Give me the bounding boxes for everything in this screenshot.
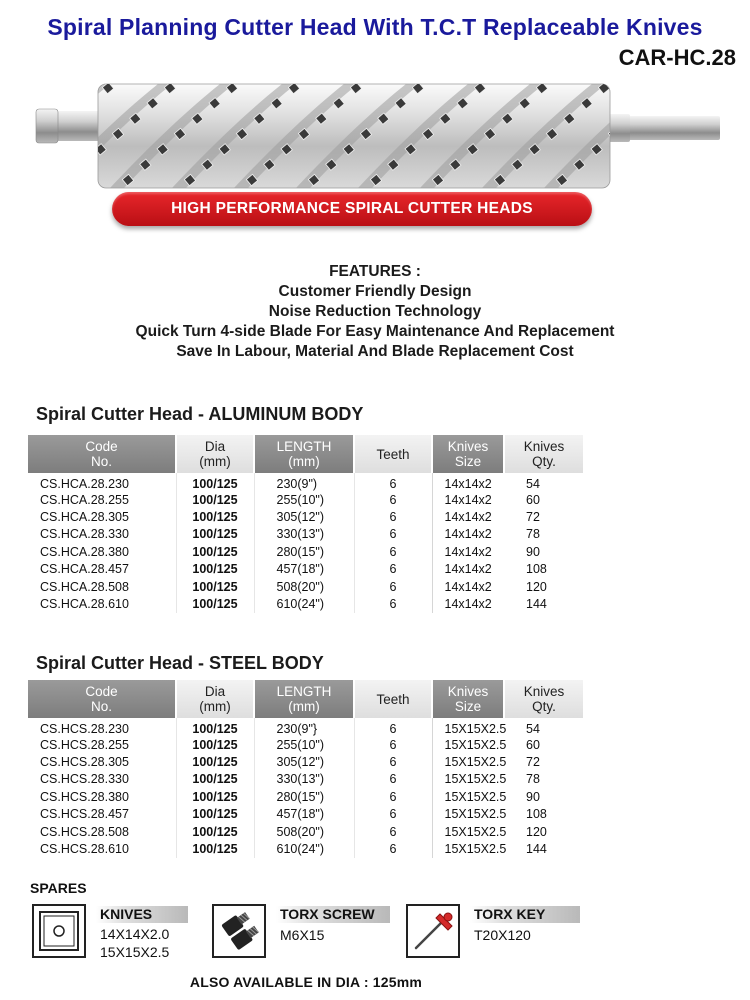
code-cell: CS.HCA.28.610 <box>28 595 176 612</box>
length-cell: 305(12") <box>254 508 354 525</box>
teeth-cell: 6 <box>354 753 432 770</box>
teeth-cell: 6 <box>354 736 432 753</box>
knives-size-cell: 15X15X2.5 <box>444 842 507 857</box>
feature-item: Quick Turn 4-side Blade For Easy Maintenance And Replacement <box>135 323 615 340</box>
length-cell: 280(15") <box>254 543 354 560</box>
knives-size-cell: 14x14x2 <box>444 544 492 559</box>
feature-item: Noise Reduction Technology <box>268 303 482 320</box>
teeth-cell: 6 <box>354 491 432 508</box>
knives-qty-cell: 60 <box>526 492 540 507</box>
length-cell: 610(24") <box>254 840 354 857</box>
length-cell: 610(24") <box>254 595 354 612</box>
length-cell: 230(9") <box>254 473 354 491</box>
col-dia: Dia (mm) <box>176 435 254 473</box>
dia-cell: 100/125 <box>176 788 254 805</box>
table-header-row <box>28 435 583 473</box>
aluminum-table-title: Spiral Cutter Head - ALUMINUM BODY <box>36 404 364 424</box>
dia-cell: 100/125 <box>176 718 254 736</box>
code-cell: CS.HCA.28.508 <box>28 578 176 595</box>
torx-key-icon <box>406 904 460 958</box>
table-row <box>28 771 583 788</box>
teeth-cell: 6 <box>354 561 432 578</box>
knives-size-cell: 15X15X2.5 <box>444 755 507 770</box>
code-cell: CS.HCS.28.380 <box>28 788 176 805</box>
dia-cell: 100/125 <box>176 840 254 857</box>
page-title: Spiral Planning Cutter Head With T.C.T Replaceable Knives <box>47 14 703 40</box>
dia-cell: 100/125 <box>176 736 254 753</box>
code-cell: CS.HCA.28.255 <box>28 491 176 508</box>
code-cell: CS.HCA.28.380 <box>28 543 176 560</box>
table-row <box>28 491 583 508</box>
feature-item: Save In Labour, Material And Blade Replacement Cost <box>176 343 574 360</box>
dia-cell: 100/125 <box>176 806 254 823</box>
code-cell: CS.HCS.28.305 <box>28 753 176 770</box>
dia-cell: 100/125 <box>176 771 254 788</box>
knives-qty-cell: 120 <box>526 824 547 839</box>
teeth-cell: 6 <box>354 840 432 857</box>
steel-spec-table <box>28 680 583 858</box>
knives-size-cell: 14x14x2 <box>444 597 492 612</box>
length-cell: 280(15") <box>254 788 354 805</box>
table-row <box>28 823 583 840</box>
knives-size-cell: 14x14x2 <box>444 579 492 594</box>
length-cell: 330(13") <box>254 771 354 788</box>
code-cell: CS.HCA.28.457 <box>28 561 176 578</box>
knives-qty-cell: 90 <box>526 544 540 559</box>
spare-value: 15X15X2.5 <box>100 944 170 960</box>
length-cell: 255(10") <box>254 736 354 753</box>
col-knives-qty: Knives Qty. <box>504 680 583 718</box>
length-cell: 330(13") <box>254 526 354 543</box>
table-row <box>28 753 583 770</box>
table-header-row <box>28 680 583 718</box>
teeth-cell: 6 <box>354 543 432 560</box>
knives-size-cell: 15X15X2.5 <box>444 824 507 839</box>
table-row <box>28 543 583 560</box>
performance-banner: HIGH PERFORMANCE SPIRAL CUTTER HEADS <box>112 192 592 226</box>
teeth-cell: 6 <box>354 771 432 788</box>
code-cell: CS.HCS.28.230 <box>28 718 176 736</box>
spare-value: T20X120 <box>474 927 531 943</box>
spare-name-knives: KNIVES <box>96 906 188 923</box>
length-cell: 230(9"} <box>254 718 354 736</box>
knives-qty-cell: 72 <box>526 755 540 770</box>
knives-size-cell: 15X15X2.5 <box>444 737 507 752</box>
dia-cell: 100/125 <box>176 823 254 840</box>
square-knife-icon <box>32 904 86 958</box>
knives-qty-cell: 72 <box>526 510 540 525</box>
knives-qty-cell: 54 <box>526 477 540 491</box>
dia-cell: 100/125 <box>176 473 254 491</box>
spare-value: M6X15 <box>280 927 325 943</box>
code-cell: CS.HCS.28.457 <box>28 806 176 823</box>
code-cell: CS.HCA.28.330 <box>28 526 176 543</box>
knives-qty-cell: 108 <box>526 807 547 822</box>
table-row <box>28 736 583 753</box>
col-length: LENGTH (mm) <box>254 680 354 718</box>
code-cell: CS.HCA.28.305 <box>28 508 176 525</box>
knives-size-cell: 15X15X2.5 <box>444 807 507 822</box>
steel-table-title: Spiral Cutter Head - STEEL BODY <box>36 653 324 673</box>
length-cell: 508(20") <box>254 823 354 840</box>
table-row <box>28 595 583 612</box>
features-list <box>0 262 750 362</box>
table-row <box>28 508 583 525</box>
spares-title: SPARES <box>30 880 87 896</box>
spare-value: 14X14X2.0 <box>100 926 170 942</box>
dia-cell: 100/125 <box>176 508 254 525</box>
teeth-cell: 6 <box>354 526 432 543</box>
knives-size-cell: 15X15X2.5 <box>444 789 507 804</box>
knives-qty-cell: 120 <box>526 579 547 594</box>
teeth-cell: 6 <box>354 508 432 525</box>
length-cell: 508(20") <box>254 578 354 595</box>
teeth-cell: 6 <box>354 806 432 823</box>
knives-size-cell: 14x14x2 <box>444 477 492 491</box>
knives-size-cell: 14x14x2 <box>444 562 492 577</box>
teeth-cell: 6 <box>354 595 432 612</box>
knives-size-cell: 14x14x2 <box>444 492 492 507</box>
table-row <box>28 840 583 857</box>
col-length: LENGTH (mm) <box>254 435 354 473</box>
knives-qty-cell: 144 <box>526 597 547 612</box>
code-cell: CS.HCS.28.508 <box>28 823 176 840</box>
col-teeth: Teeth <box>354 435 432 473</box>
knives-qty-cell: 54 <box>526 722 540 736</box>
spare-name-torx-screw: TORX SCREW <box>276 906 390 923</box>
code-cell: CS.HCA.28.230 <box>28 473 176 491</box>
dia-cell: 100/125 <box>176 543 254 560</box>
dia-cell: 100/125 <box>176 578 254 595</box>
col-code: Code No. <box>28 680 176 718</box>
teeth-cell: 6 <box>354 788 432 805</box>
knives-qty-cell: 78 <box>526 527 540 542</box>
table-row <box>28 561 583 578</box>
knives-qty-cell: 90 <box>526 789 540 804</box>
dia-cell: 100/125 <box>176 491 254 508</box>
feature-item: Customer Friendly Design <box>278 283 472 300</box>
product-code: CAR-HC.28 <box>618 45 736 70</box>
table-row <box>28 473 583 491</box>
col-dia: Dia (mm) <box>176 680 254 718</box>
availability-note: ALSO AVAILABLE IN DIA : 125mm <box>189 974 423 990</box>
aluminum-spec-table <box>28 435 583 613</box>
length-cell: 255(10") <box>254 491 354 508</box>
length-cell: 457(18") <box>254 806 354 823</box>
knives-size-cell: 14x14x2 <box>444 510 492 525</box>
spiral-cutter-head-illustration <box>0 76 750 196</box>
teeth-cell: 6 <box>354 823 432 840</box>
dia-cell: 100/125 <box>176 526 254 543</box>
code-cell: CS.HCS.28.255 <box>28 736 176 753</box>
teeth-cell: 6 <box>354 718 432 736</box>
knives-qty-cell: 78 <box>526 772 540 787</box>
knives-size-cell: 15X15X2.5 <box>444 772 507 787</box>
knives-qty-cell: 60 <box>526 737 540 752</box>
dia-cell: 100/125 <box>176 595 254 612</box>
teeth-cell: 6 <box>354 578 432 595</box>
table-row <box>28 578 583 595</box>
length-cell: 305(12") <box>254 753 354 770</box>
knives-qty-cell: 108 <box>526 562 547 577</box>
code-cell: CS.HCS.28.610 <box>28 840 176 857</box>
col-knives-size: Knives Size <box>432 680 504 718</box>
table-row <box>28 806 583 823</box>
col-knives-size: Knives Size <box>432 435 504 473</box>
knives-size-cell: 15X15X2.5 <box>444 722 507 736</box>
teeth-cell: 6 <box>354 473 432 491</box>
col-knives-qty: Knives Qty. <box>504 435 583 473</box>
col-code: Code No. <box>28 435 176 473</box>
knives-size-cell: 14x14x2 <box>444 527 492 542</box>
spare-name-torx-key: TORX KEY <box>470 906 580 923</box>
length-cell: 457(18") <box>254 561 354 578</box>
dia-cell: 100/125 <box>176 753 254 770</box>
table-row <box>28 526 583 543</box>
col-teeth: Teeth <box>354 680 432 718</box>
table-row <box>28 788 583 805</box>
table-row <box>28 718 583 736</box>
knives-qty-cell: 144 <box>526 842 547 857</box>
code-cell: CS.HCS.28.330 <box>28 771 176 788</box>
torx-screw-icon <box>212 904 266 958</box>
features-heading: FEATURES : <box>329 263 421 280</box>
dia-cell: 100/125 <box>176 561 254 578</box>
